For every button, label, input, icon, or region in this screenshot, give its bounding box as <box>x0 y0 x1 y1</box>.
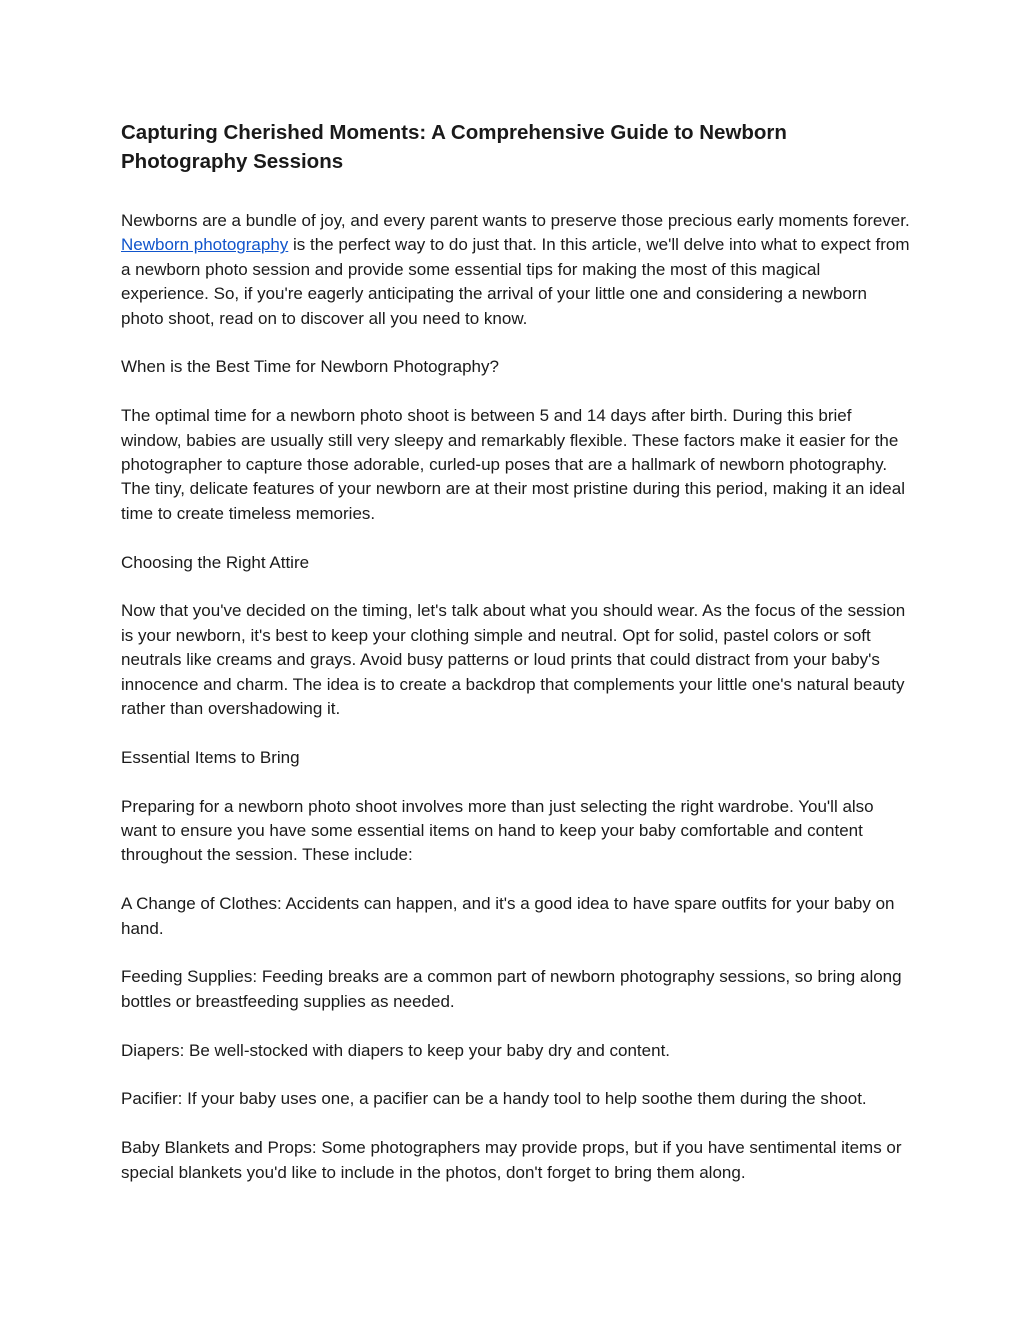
spacer <box>121 1014 911 1038</box>
item-paragraph-change-of-clothes: A Change of Clothes: Accidents can happen, and it's a good idea to have spare outfits for your baby on hand. <box>121 894 895 938</box>
spacer <box>121 176 911 209</box>
section-heading-timing: When is the Best Time for Newborn Photography? <box>121 357 499 377</box>
spacer <box>121 721 911 745</box>
intro-paragraph <box>121 209 911 331</box>
section-body-attire: Now that you've decided on the timing, let's talk about what you should wear. As the focus of the session is your newborn, it's best to keep your clothing simple and neutral. Opt for solid, pastel colors or soft neutrals like creams and grays. Avoid busy patterns or loud prints that could distract from your baby's innocence and charm. The idea is to create a backdrop that complements your little one's natural beauty rather than overshadowing it. <box>121 601 906 719</box>
spacer <box>121 575 911 599</box>
spacer <box>121 331 911 355</box>
spacer <box>121 1063 911 1087</box>
item-paragraph-feeding-supplies: Feeding Supplies: Feeding breaks are a common part of newborn photography sessions, so bring along bottles or breastfeeding supplies as needed. <box>121 967 902 1011</box>
intro-text-before-link: Newborns are a bundle of joy, and every parent wants to preserve those precious early moments forever. <box>121 211 910 230</box>
item-paragraph-diapers: Diapers: Be well-stocked with diapers to keep your baby dry and content. <box>121 1040 671 1060</box>
document-page <box>121 118 911 1185</box>
section-body-timing: The optimal time for a newborn photo shoot is between 5 and 14 days after birth. During this brief window, babies are usually still very sleepy and remarkably flexible. These factors make it easier for the photographer to capture those adorable, curled-up poses that are a hallmark of newborn photography. The tiny, delicate features of your newborn are at their most pristine during this period, making it an ideal time to create timeless memories. <box>121 406 905 523</box>
newborn-photography-link[interactable]: Newborn photography <box>121 235 289 255</box>
section-heading-attire: Choosing the Right Attire <box>121 552 310 572</box>
spacer <box>121 380 911 404</box>
item-paragraph-pacifier: Pacifier: If your baby uses one, a pacifier can be a handy tool to help soothe them during the shoot. <box>121 1089 867 1109</box>
section-body-items: Preparing for a newborn photo shoot involves more than just selecting the right wardrobe. You'll also want to ensure you have some essential items on hand to keep your baby comfortable and content throughout the session. These include: <box>121 796 874 865</box>
spacer <box>121 941 911 965</box>
spacer <box>121 1112 911 1136</box>
spacer <box>121 770 911 794</box>
item-paragraph-blankets-props: Baby Blankets and Props: Some photographers may provide props, but if you have sentimental items or special blankets you'd like to include in the photos, don't forget to bring them along. <box>121 1138 902 1182</box>
intro-text-after-link: is the perfect way to do just that. In this article, we'll delve into what to expect from a newborn photo session and provide some essential tips for making the most of this magical experience. So, if you're eagerly anticipating the arrival of your little one and considering a newborn photo shoot, read on to discover all you need to know. <box>121 235 910 328</box>
section-heading-items: Essential Items to Bring <box>121 747 300 767</box>
spacer <box>121 868 911 892</box>
document-title: Capturing Cherished Moments: A Comprehensive Guide to Newborn Photography Sessions <box>121 121 787 173</box>
spacer <box>121 526 911 550</box>
